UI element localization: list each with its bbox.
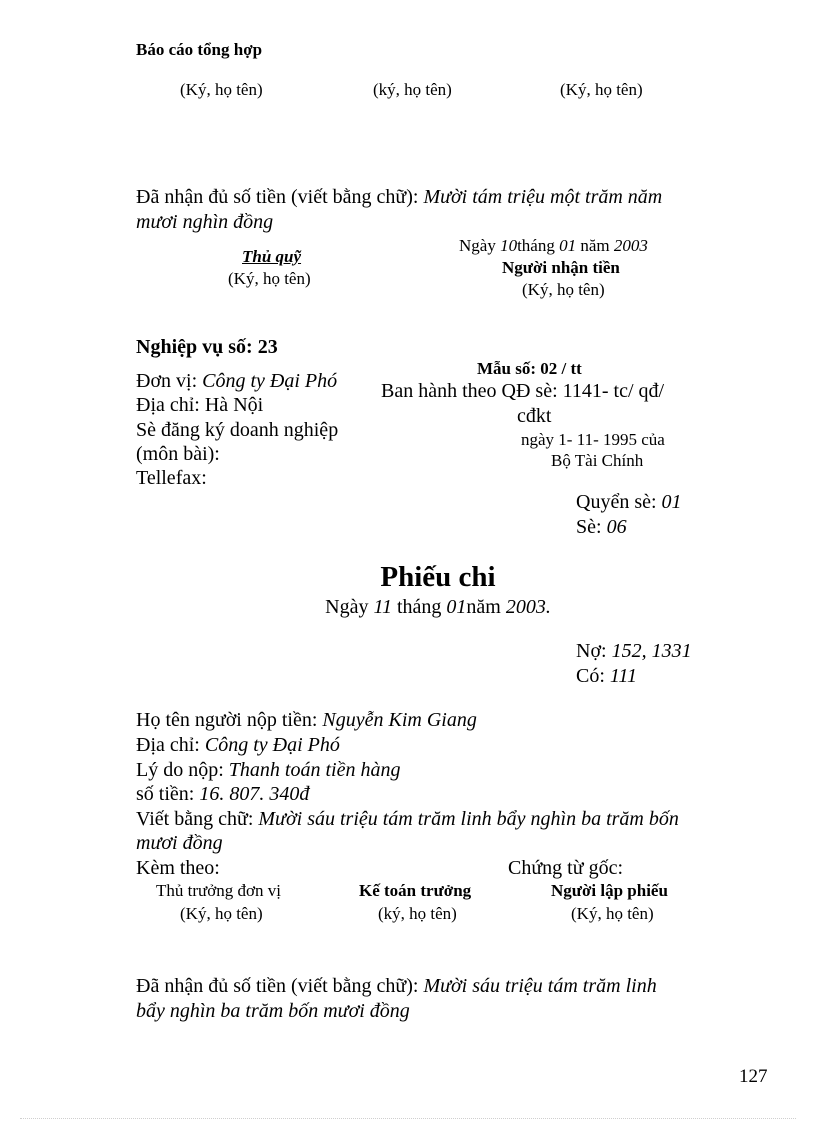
voucher-number-value: 06 bbox=[606, 516, 627, 538]
received-amount-line-2: Đã nhận đủ số tiền (viết bằng chữ): Mười sáu triệu tám trăm linh bbox=[136, 975, 657, 997]
report-title: Báo cáo tổng hợp bbox=[136, 40, 263, 59]
receipt-year: 2003 bbox=[613, 236, 648, 255]
issued-decision: Ban hành theo QĐ sè: 1141- tc/ qđ/ bbox=[381, 380, 665, 402]
sign-label-3: (Ký, họ tên) bbox=[560, 80, 643, 99]
received-words-2-cont: bẩy nghìn ba trăm bốn mươi đồng bbox=[136, 1000, 410, 1022]
received-label: Đã nhận đủ số tiền (viết bằng chữ): bbox=[136, 186, 419, 208]
amount-words-cont: mươi đồng bbox=[136, 832, 223, 854]
registration-line1: Sè đăng ký doanh nghiệp bbox=[136, 419, 339, 441]
voucher-number: Sè: 06 bbox=[576, 516, 627, 538]
operation-number: Nghiệp vụ số: 23 bbox=[136, 336, 278, 358]
payer-address-value: Công ty Đại Phó bbox=[204, 734, 340, 756]
treasurer-title: Thủ quỹ bbox=[242, 247, 302, 266]
attached-label: Kèm theo: bbox=[136, 857, 220, 879]
head-sign: (Ký, họ tên) bbox=[180, 904, 263, 923]
accountant-sign: (ký, họ tên) bbox=[378, 904, 457, 923]
head-title: Thủ trưởng đơn vị bbox=[156, 881, 281, 900]
amount-words-value: Mười sáu triệu tám trăm linh bẩy nghìn ba trăm bốn bbox=[258, 808, 679, 830]
debit-account: Nợ: 152, 1331 bbox=[576, 640, 692, 662]
receipt-day: 10 bbox=[500, 236, 518, 255]
sign-label-2: (ký, họ tên) bbox=[373, 80, 452, 99]
voucher-date: Ngày 11 tháng 01năm 2003. bbox=[325, 596, 551, 618]
receipt-date: Ngày 10tháng 01 năm 2003 bbox=[459, 236, 648, 255]
amount-words-line: Viết bằng chữ: Mười sáu triệu tám trăm linh bẩy nghìn ba trăm bốn bbox=[136, 808, 679, 830]
receipt-month: 01 bbox=[559, 236, 577, 255]
company-address: Địa chỉ: Hà Nội bbox=[136, 394, 264, 416]
sign-label-1: (Ký, họ tên) bbox=[180, 80, 263, 99]
treasurer-sign: (Ký, họ tên) bbox=[228, 269, 311, 288]
registration-line2: (môn bài): bbox=[136, 443, 220, 465]
form-number: Mẫu số: 02 / tt bbox=[477, 359, 582, 378]
book-number: Quyển sè: 01 bbox=[576, 491, 682, 513]
page-footer-divider bbox=[20, 1118, 796, 1119]
received-words: Mười tám triệu một trăm năm bbox=[423, 186, 663, 208]
received-words-cont: mươi nghìn đồng bbox=[136, 211, 274, 233]
unit-value: Công ty Đại Phó bbox=[202, 370, 338, 392]
amount-line: số tiền: 16. 807. 340đ bbox=[136, 783, 310, 805]
credit-account: Có: 111 bbox=[576, 665, 637, 687]
payer-value: Nguyễn Kim Giang bbox=[322, 709, 477, 731]
debit-value: 152, 1331 bbox=[611, 640, 692, 662]
receiver-title: Người nhận tiền bbox=[502, 258, 620, 277]
book-value: 01 bbox=[661, 491, 682, 513]
received-words-2: Mười sáu triệu tám trăm linh bbox=[423, 975, 657, 997]
unit-line: Đơn vị: Công ty Đại Phó bbox=[136, 370, 338, 392]
telefax-label: Tellefax: bbox=[136, 467, 207, 489]
received-amount-line bbox=[136, 186, 662, 209]
payer-address-line: Địa chỉ: Công ty Đại Phó bbox=[136, 734, 340, 756]
reason-line: Lý do nộp: Thanh toán tiền hàng bbox=[136, 759, 401, 781]
credit-value: 111 bbox=[609, 665, 637, 687]
receiver-sign: (Ký, họ tên) bbox=[522, 280, 605, 299]
voucher-title: Phiếu chi bbox=[380, 561, 496, 593]
payer-line: Họ tên người nộp tiền: Nguyễn Kim Giang bbox=[136, 709, 477, 731]
page-number: 127 bbox=[739, 1066, 768, 1087]
original-docs-label: Chứng từ gốc: bbox=[508, 857, 624, 879]
preparer-sign: (Ký, họ tên) bbox=[571, 904, 654, 923]
preparer-title: Người lập phiếu bbox=[551, 881, 668, 900]
amount-value: 16. 807. 340đ bbox=[199, 783, 310, 805]
issued-decision-cont: cđkt bbox=[517, 405, 552, 427]
accountant-title: Kế toán trưởng bbox=[359, 881, 472, 900]
issued-date: ngày 1- 11- 1995 của bbox=[521, 430, 665, 449]
ministry: Bộ Tài Chính bbox=[551, 451, 644, 470]
reason-value: Thanh toán tiền hàng bbox=[228, 759, 401, 781]
